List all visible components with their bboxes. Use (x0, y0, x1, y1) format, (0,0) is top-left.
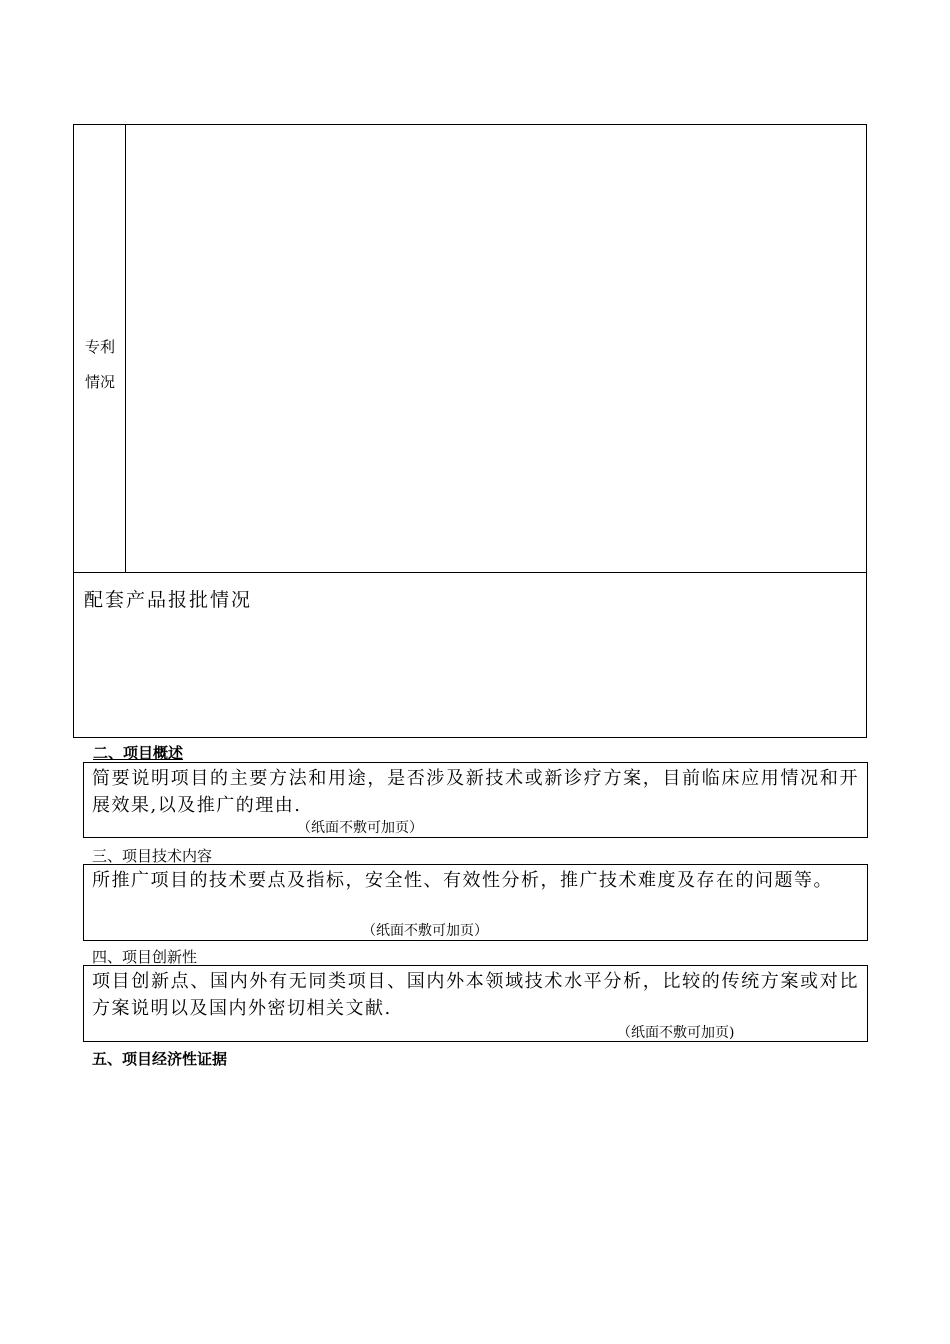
patent-label-line1: 专利 (84, 338, 115, 356)
section3-heading: 三、项目技术内容 (92, 847, 213, 865)
section4-box[interactable] (83, 965, 868, 1042)
patent-label-line2: 情况 (84, 373, 115, 391)
section3-box[interactable] (83, 864, 868, 941)
patent-label (74, 330, 126, 400)
section2-note: （纸面不敷可加页） (297, 820, 423, 836)
approval-label: 配套产品报批情况 (84, 589, 253, 611)
patent-table (73, 124, 867, 738)
approval-row[interactable] (74, 572, 866, 737)
section4-description: 项目创新点、国内外有无同类项目、国内外本领域技术水平分析，比较的传统方案或对比方案说明以及国内外密切相关文献. (92, 971, 859, 1019)
section2-description: 简要说明项目的主要方法和用途，是否涉及新技术或新诊疗方案，目前临床应用情况和开展效果,以及推广的理由. (92, 768, 859, 816)
section2-box[interactable] (83, 762, 868, 838)
section4-heading: 四、项目创新性 (92, 948, 198, 966)
patent-label-cell (74, 125, 126, 572)
section4-note: （纸面不敷可加页) (617, 1025, 735, 1041)
section3-note: （纸面不敷可加页） (362, 923, 488, 939)
patent-content-area[interactable] (126, 125, 866, 572)
section2-heading: 二、项目概述 (93, 744, 184, 762)
section3-description: 所推广项目的技术要点及指标，安全性、有效性分析，推广技术难度及存在的问题等。 (92, 870, 833, 891)
section5-heading: 五、项目经济性证据 (92, 1050, 228, 1068)
